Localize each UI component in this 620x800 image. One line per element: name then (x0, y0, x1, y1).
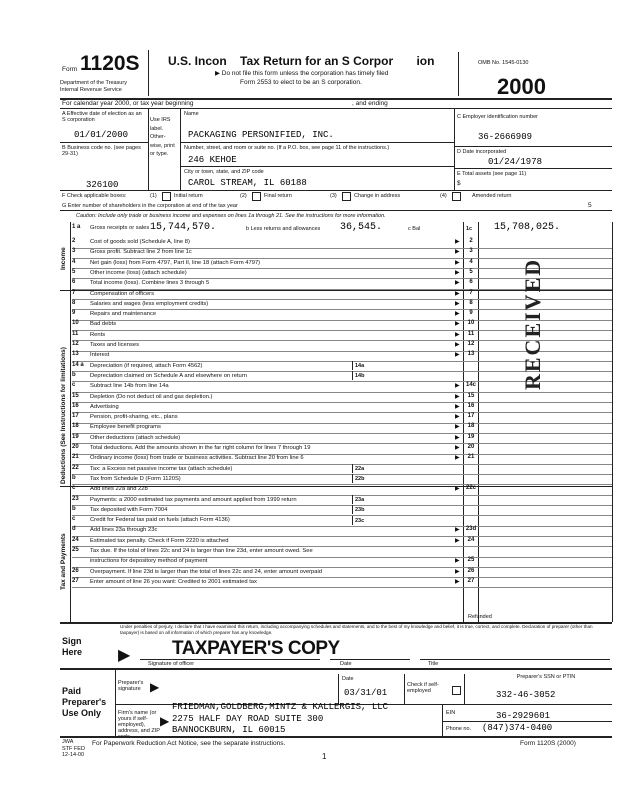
line-arrow-icon: ▶ (455, 445, 460, 451)
line-arrow-icon: ▶ (455, 311, 460, 318)
sub-amount-ref: 14a (355, 363, 365, 370)
line-number: 21 (72, 454, 79, 461)
sub-amount-ref: 23a (355, 497, 365, 503)
returns-value[interactable]: 36,545. (340, 222, 383, 233)
line-arrow-icon: ▶ (455, 568, 460, 575)
line-arrow-icon: ▶ (455, 393, 460, 400)
line-ref: 15 (467, 392, 475, 399)
line-label: Compensation of officers (90, 290, 155, 297)
line-label: Other income (loss) (attach schedule) (90, 269, 187, 276)
line-number: 16 (72, 402, 79, 409)
line-number: 4 (72, 258, 76, 265)
sub-amount-ref: 23b (355, 507, 365, 514)
preparer-signature-label: Preparer's signature (118, 680, 144, 692)
line-row (72, 248, 612, 257)
line-arrow-icon: ▶ (455, 331, 460, 338)
line-ref: 19 (467, 433, 475, 440)
line-ref: 24 (467, 536, 475, 543)
line-number: 19 (72, 433, 79, 440)
total-assets-label: E Total assets (see page 11) (457, 171, 527, 177)
line-row (72, 568, 612, 577)
line-label: Salaries and wages (less employment credits) (90, 300, 209, 307)
line-label: Payments: a 2000 estimated tax payments and amount applied from 1999 return (90, 496, 297, 503)
line-row (72, 496, 612, 505)
line-arrow-icon: ▶ (455, 321, 460, 328)
line-ref: 16 (467, 402, 475, 409)
line-ref: 23d (465, 526, 477, 533)
line-number: 25 (72, 547, 79, 553)
line-row (72, 516, 612, 525)
line-row (72, 557, 612, 566)
line-number: 14 a (72, 361, 84, 368)
election-date-label: A Effective date of election as an S corporation (62, 111, 142, 123)
line-row (72, 506, 612, 515)
line-label: Net gain (loss) from Form 4797, Part II, line 18 (attach Form 4797) (90, 259, 261, 266)
line-label: Depreciation (if required, attach Form 4562) (90, 362, 203, 369)
line-label: Advertising (90, 403, 119, 410)
line-number: 9 (72, 310, 76, 317)
preparer-date-value[interactable]: 03/31/01 (344, 688, 388, 698)
line-row (72, 526, 612, 535)
calendar-year-line: For calendar year 2000, or tax year beginning (62, 100, 194, 107)
line-ref: 6 (469, 279, 473, 286)
line-label: Tax due. If the total of lines 22c and 24 is larger than line 23d, enter amount owed. See (90, 548, 313, 554)
change-address-checkbox[interactable] (342, 192, 351, 201)
firm-city[interactable]: BANNOCKBURN, IL 60015 (172, 725, 286, 735)
line-number: b (72, 371, 76, 378)
line-ref: 21 (467, 454, 475, 461)
checkbox-1-num: (1) (150, 193, 157, 199)
initial-return-label: Initial return (174, 193, 203, 199)
line-row (72, 413, 612, 422)
line-ref: 14c (465, 382, 476, 389)
line-label: Credit for Federal tax paid on fuels (attach Form 4136) (90, 517, 230, 524)
line-arrow-icon: ▶ (455, 269, 460, 276)
ein-value[interactable]: 36-2666909 (478, 132, 533, 142)
street-label: Number, street, and room or suite no. (If a P.O. box, see page 11 of the instructions.) (184, 145, 390, 151)
line-label: Pension, profit-sharing, etc., plans (90, 414, 178, 421)
deductions-section-label: Deductions (See Instructions for limitations) (60, 347, 67, 484)
instruction-2: Form 2553 to elect to be an S corporation. (240, 79, 362, 86)
dept-label: Department of the Treasury (60, 80, 127, 86)
line-ref: 26 (467, 567, 475, 574)
irs-label: Internal Revenue Service (60, 87, 122, 93)
line-ref: 13 (467, 351, 475, 358)
line-ref: 3 (469, 248, 473, 255)
line-row (72, 485, 612, 494)
use-irs-label: Use IRS label. Other-wise, print or type. (150, 117, 175, 157)
firm-name-label: Firm's name (or yours if self-employed), address, and ZIP code (118, 710, 160, 740)
sub-amount-box[interactable] (352, 516, 463, 525)
city-label: City or town, state, and ZIP code (184, 169, 264, 175)
here-label: Here (62, 647, 83, 657)
preparers-label: Preparer's (62, 697, 107, 707)
line-label: Subtract line 14b from line 14a (90, 383, 169, 390)
caution-note: Caution: Include only trade or business income and expenses on lines 1a through 21. See the instructions for more information. (76, 213, 386, 219)
line-number: b (72, 505, 76, 512)
line-label: Employee benefit programs (90, 424, 161, 431)
ein-label: C Employer identification number (457, 114, 539, 120)
business-code-value[interactable]: 326100 (86, 180, 119, 190)
line-label: Ordinary income (loss) from trade or business activities. Subtract line 20 from line 6 (90, 455, 304, 462)
sub-amount-ref: 22b (355, 476, 365, 483)
line-number: c (72, 485, 76, 492)
firm-ein-label: EIN (446, 710, 456, 716)
line-arrow-icon: ▶ (455, 383, 460, 390)
line-label: Add lines 23a through 23c (90, 527, 158, 534)
line-number: 22 (72, 464, 79, 471)
line-number: 15 (72, 392, 79, 399)
instruction-1: ▶ Do not file this form unless the corporation has timely filed (215, 70, 389, 77)
line-ref: 5 (469, 268, 473, 275)
shareholders-label: G Enter number of shareholders in the corporation at end of the tax year (62, 203, 238, 209)
sub-amount-box[interactable] (352, 371, 463, 380)
line-label: Other deductions (attach schedule) (90, 434, 181, 441)
line-row (72, 454, 612, 463)
taxpayers-copy-stamp: TAXPAYER'S COPY (172, 638, 340, 659)
line-label: Add lines 22a and 22b (90, 486, 148, 493)
income-section-label: Income (60, 247, 67, 270)
balance-label: c Bal (408, 226, 421, 232)
firm-phone-label: Phone no. (446, 726, 472, 732)
final-return-label: Final return (264, 193, 292, 199)
use-only-label: Use Only (62, 708, 102, 718)
sub-amount-box[interactable] (352, 474, 463, 483)
name-label: Name (184, 111, 199, 117)
sign-label: Sign (62, 636, 82, 646)
line-label: Rents (90, 331, 106, 338)
line-row (72, 423, 612, 432)
line-label: Enter amount of line 26 you want: Credited to 2001 estimated tax (90, 578, 257, 585)
shareholders-count[interactable]: 5 (588, 202, 592, 209)
line-ref: 7 (469, 289, 473, 296)
preparer-date-label: Date (342, 676, 354, 682)
line-arrow-icon: ▶ (455, 403, 460, 410)
preparer-ssn-value[interactable]: 332-46-3052 (496, 690, 556, 700)
checkbox-3-num: (3) (330, 193, 337, 199)
line-label: Estimated tax penalty. Check if Form 2220 is attached (90, 537, 229, 544)
line-label: Tax: a Excess net passive income tax (attach schedule) (90, 465, 233, 472)
sign-arrow-icon: ▶ (118, 647, 131, 664)
line-arrow-icon: ▶ (455, 558, 460, 565)
street-address[interactable]: 246 KEHOE (188, 155, 237, 165)
line-arrow-icon: ▶ (455, 280, 460, 287)
corporation-name[interactable]: PACKAGING PERSONIFIED, INC. (188, 130, 334, 140)
line-arrow-icon: ▶ (455, 290, 460, 297)
line-arrow-icon: ▶ (455, 434, 460, 441)
gross-receipts-label: Gross receipts or sales (90, 225, 150, 231)
line-label: Taxes and licenses (90, 342, 139, 348)
page-number: 1 (322, 752, 327, 761)
line-number: 20 (72, 444, 79, 450)
line-label: Interest (90, 352, 110, 359)
self-employed-checkbox[interactable] (452, 686, 461, 695)
line-arrow-icon: ▶ (455, 486, 460, 493)
row-rule (72, 587, 612, 588)
line-row (72, 434, 612, 443)
officer-title-label: Title (428, 661, 439, 667)
jwa-code: JWA (62, 739, 74, 745)
line-1c-value[interactable]: 15,708,025. (494, 222, 561, 233)
line-row (72, 475, 612, 484)
city-state-zip[interactable]: CAROL STREAM, IL 60188 (188, 178, 307, 188)
line-label: Total income (loss). Combine lines 3 through 5 (90, 280, 210, 287)
line-number: 8 (72, 299, 76, 306)
sub-amount-box[interactable] (352, 495, 463, 504)
line-number: 7 (72, 289, 76, 296)
line-arrow-icon: ▶ (455, 455, 460, 462)
sub-amount-box[interactable] (352, 361, 463, 370)
firm-ein-value[interactable]: 36-2929601 (496, 711, 551, 721)
line-label: Overpayment. If line 23d is larger than the total of lines 22c and 24, enter amount overpaid (90, 568, 323, 575)
firm-arrow-icon: ▶ (160, 714, 170, 728)
line-label: Total deductions. Add the amounts shown in the far right column for lines 7 through 19 (90, 445, 311, 451)
line-arrow-icon: ▶ (455, 352, 460, 359)
line-ref: 8 (469, 299, 473, 306)
total-assets-dollar: $ (457, 180, 461, 187)
sub-amount-ref: 22a (355, 466, 365, 473)
initial-return-checkbox[interactable] (162, 192, 171, 201)
date-incorporated-label: D Date incorporated (457, 149, 507, 155)
and-ending: , and ending (352, 100, 388, 107)
line-label: Bad debts (90, 321, 117, 328)
line-ref: 12 (467, 341, 475, 347)
business-code-label: B Business code no. (see pages 29-31) (62, 145, 141, 157)
line-row (72, 403, 612, 412)
footer-form-number: Form 1120S (2000) (520, 740, 576, 747)
line-ref: 27 (467, 577, 475, 584)
line-number: 3 (72, 248, 76, 255)
officer-signature-label: Signature of officer (148, 661, 195, 667)
line-label: Tax deposited with Form 7004 (90, 506, 168, 513)
penalties-statement: Under penalties of perjury, I declare that I have examined this return, including accompanying schedules and statements, and to the best of my knowledge and belief, it is true, correct, and complete. Declaration of preparer (other than taxpayer) is based on all information of which preparer has any knowledge. (120, 624, 593, 635)
line-number: 12 (72, 341, 79, 347)
line-ref: 4 (469, 258, 473, 265)
self-employed-label: Check if self-employed (407, 682, 439, 694)
line-row (72, 444, 612, 453)
line-row (72, 537, 612, 546)
line-number: 17 (72, 413, 79, 420)
line-ref: 18 (467, 423, 475, 430)
received-stamp-text: RECEIVED (520, 257, 545, 390)
line-ref: 25 (467, 557, 475, 564)
line-row (72, 547, 612, 556)
preparer-ssn-label: Preparer's SSN or PTIN (516, 674, 576, 680)
form-number: 1120S (80, 52, 140, 75)
sub-amount-ref: 14b (355, 373, 365, 380)
final-return-checkbox[interactable] (252, 192, 261, 201)
received-stamp (520, 257, 558, 400)
line-number: c (72, 382, 76, 389)
line-ref: 11 (467, 330, 475, 337)
sign-date-label: Date (340, 661, 352, 667)
line-label: Repairs and maintenance (90, 311, 157, 318)
line-number: 26 (72, 567, 79, 574)
line-label: Depreciation claimed on Schedule A and elsewhere on return (90, 372, 247, 379)
returns-label: b Less returns and allowances (246, 226, 321, 232)
line-arrow-icon: ▶ (455, 249, 460, 256)
line-arrow-icon: ▶ (455, 342, 460, 348)
omb-number: OMB No. 1545-0130 (478, 60, 529, 66)
firm-name[interactable]: FRIEDMAN,GOLDBERG,MINTZ & KALLERGIS, LLC (172, 702, 389, 712)
line-arrow-icon: ▶ (455, 537, 460, 544)
line-ref: 22c (465, 485, 476, 492)
line-label: Cost of goods sold (Schedule A, line 8) (90, 239, 190, 245)
election-date-value[interactable]: 01/01/2000 (74, 130, 129, 140)
change-address-label: Change in address (354, 193, 401, 199)
form-title: U.S. Incon Tax Return for an S Corpor ion (168, 54, 435, 68)
line-arrow-icon: ▶ (455, 300, 460, 307)
line-row (72, 578, 612, 587)
line-ref: 17 (467, 413, 475, 420)
tax-year: 2000 (497, 74, 546, 99)
paid-label: Paid (62, 686, 82, 696)
line-number: 13 (72, 351, 79, 358)
checkbox-4-num: (4) (440, 193, 447, 199)
sub-amount-box[interactable] (352, 464, 463, 473)
paperwork-notice: For Paperwork Reduction Act Notice, see the separate instructions. (92, 740, 286, 747)
amended-return-checkbox[interactable] (452, 192, 461, 201)
line-number: 10 (72, 320, 79, 327)
preparer-arrow-icon: ▶ (150, 680, 160, 694)
line-ref: 20 (467, 444, 475, 450)
line-number: 2 (72, 238, 76, 244)
line-arrow-icon: ▶ (455, 527, 460, 534)
refunded-label: Refunded (468, 614, 492, 620)
line-arrow-icon: ▶ (455, 578, 460, 585)
amended-return-label: Amended return (472, 193, 512, 199)
line-ref: 10 (467, 320, 475, 327)
checkbox-2-num: (2) (240, 193, 247, 199)
date-incorporated-value[interactable]: 01/24/1978 (488, 157, 543, 167)
sub-amount-box[interactable] (352, 505, 463, 514)
applicable-boxes-label: F Check applicable boxes: (62, 193, 127, 199)
line-label: Depletion (Do not deduct oil and gas depletion.) (90, 393, 213, 400)
line-arrow-icon: ▶ (455, 239, 460, 245)
line-row (72, 238, 612, 247)
stf-code: STF FED 12-14-00 (62, 746, 85, 758)
sub-amount-ref: 23c (355, 517, 365, 524)
line-label: Tax from Schedule D (Form 1120S) (90, 475, 181, 482)
line-number: 18 (72, 423, 79, 430)
line-number: c (72, 516, 76, 523)
line-arrow-icon: ▶ (455, 414, 460, 421)
line-arrow-icon: ▶ (455, 259, 460, 266)
tax-payments-section-label: Tax and Payments (60, 533, 67, 590)
line-number: b (72, 474, 76, 481)
line-number: 11 (72, 330, 79, 337)
line-number: 6 (72, 279, 76, 286)
form-label: Form (62, 66, 78, 73)
line-label: instructions for depository method of payment (90, 558, 208, 565)
line-ref: 2 (469, 238, 473, 244)
line-ref: 9 (469, 310, 473, 317)
line-arrow-icon: ▶ (455, 424, 460, 431)
line-number: 24 (72, 536, 79, 543)
gross-receipts-value[interactable]: 15,744,570. (150, 222, 217, 233)
line-1c-ref: 1c (466, 226, 473, 232)
line-number: 23 (72, 495, 79, 502)
line-1-num: 1 a (72, 224, 81, 230)
line-row (72, 465, 612, 474)
firm-phone-value[interactable]: (847)374-0400 (482, 723, 553, 733)
line-label: Gross profit. Subtract line 2 from line 1c (90, 249, 192, 256)
line-number: d (72, 526, 76, 533)
line-number: 27 (72, 577, 79, 584)
firm-address[interactable]: 2275 HALF DAY ROAD SUITE 300 (172, 714, 324, 724)
line-number: 5 (72, 268, 76, 275)
